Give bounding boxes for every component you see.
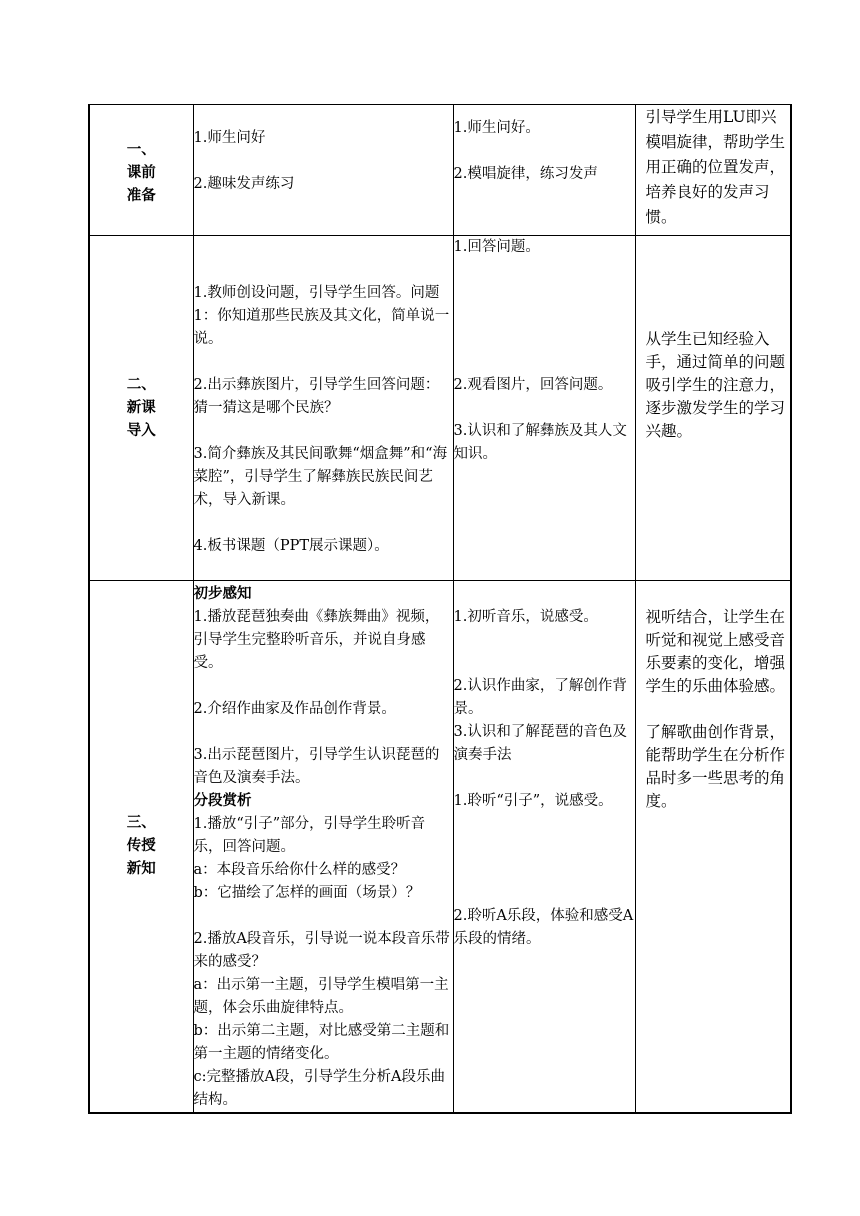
teacher-line: 1.播放“引子”部分，引导学生聆听音乐，回答问题。 — [193, 816, 426, 855]
student-line: 2.认识作曲家，了解创作背景。 — [453, 678, 627, 717]
teacher-line: 2.播放A段音乐，引导说一说本段音乐带来的感受？ — [193, 931, 450, 970]
teacher-line: 2.出示彝族图片，引导学生回答问题：猜一猜这是哪个民族？ — [193, 377, 440, 416]
student-line: 3.认识和了解彝族及其人文知识。 — [453, 423, 627, 462]
stage-cell — [89, 581, 193, 1114]
stage-line: 新课 — [126, 399, 156, 416]
teacher-line: 1.师生问好 — [193, 130, 266, 146]
design-intent-cell — [635, 105, 791, 236]
stage-line: 传授 — [126, 838, 156, 854]
teacher-line — [194, 905, 453, 928]
student-activity-cell — [453, 236, 635, 581]
student-line: 1.回答问题。 — [453, 239, 540, 255]
student-line: 2.观看图片，回答问题。 — [453, 377, 613, 393]
teacher-line — [194, 512, 453, 535]
stage-line: 课前 — [126, 164, 156, 181]
student-line: 3.认识和了解琵琶的音色及演奏手法 — [453, 724, 627, 763]
teacher-line — [194, 150, 453, 173]
intent-line: 从学生已知经验入手，通过简单的问题吸引学生的注意力，逐步激发学生的学习兴趣。 — [645, 330, 786, 440]
student-line — [454, 836, 635, 859]
intent-line: 视听结合，让学生在听觉和视觉上感受音乐要素的变化，增强学生的乐曲体验感。 — [645, 608, 786, 695]
teacher-line: 4.板书课题（PPT展示课题）。 — [193, 538, 389, 554]
teacher-line: 2.趣味发声练习 — [193, 176, 295, 192]
teacher-line — [194, 721, 453, 744]
student-line: 1.初听音乐，说感受。 — [453, 609, 598, 625]
teacher-line: b：它描绘了怎样的画面（场景）？ — [193, 885, 421, 901]
teacher-line — [194, 236, 453, 259]
student-line — [454, 397, 635, 420]
student-line — [454, 882, 635, 905]
teacher-line: 3.出示琵琶图片，引导学生认识琵琶的音色及演奏手法。 — [193, 747, 440, 786]
intent-line — [646, 583, 787, 606]
teacher-line — [194, 259, 453, 282]
row-new-knowledge — [89, 581, 791, 1114]
teacher-line: b：出示第二主题，对比感受第二主题和第一主题的情绪变化。 — [193, 1023, 450, 1062]
student-activity-cell — [453, 105, 635, 236]
student-line — [454, 767, 635, 790]
intent-line — [646, 698, 787, 721]
teacher-line: 3.简介彝族及其民间歌舞“烟盒舞”和“海菜腔”，引导学生了解彝族民族民间艺术，导入新课。 — [193, 446, 448, 508]
teacher-activity-cell — [193, 236, 453, 581]
design-intent-cell — [635, 581, 791, 1114]
intent-line: 引导学生用LU即兴模唱旋律，帮助学生用正确的位置发声，培养良好的发声习惯。 — [645, 108, 786, 226]
teacher-line: 1.教师创设问题，引导学生回答。问题1：你知道那些民族及其文化，简单说一说。 — [193, 285, 450, 347]
student-line — [454, 328, 635, 351]
student-line: 2.聆听A乐段，体验和感受A乐段的情绪。 — [453, 908, 634, 947]
teacher-line — [194, 675, 453, 698]
student-line — [454, 351, 635, 374]
row-preparation — [89, 105, 791, 236]
teacher-line: a：出示第一主题，引导学生模唱第一主题，体会乐曲旋律特点。 — [193, 977, 449, 1016]
student-activity-cell — [453, 581, 635, 1114]
student-line — [454, 140, 635, 163]
section-heading: 初步感知 — [193, 586, 252, 602]
student-line — [454, 282, 635, 305]
design-intent-cell — [635, 236, 791, 581]
lesson-plan-table — [88, 104, 792, 1114]
teacher-line: 2.介绍作曲家及作品创作背景。 — [193, 701, 396, 717]
intent-line — [646, 236, 787, 259]
teacher-line: a：本段音乐给你什么样的感受？ — [193, 862, 406, 878]
row-introduction — [89, 236, 791, 581]
section-heading: 分段赏析 — [193, 793, 252, 809]
student-line — [454, 859, 635, 882]
student-line — [454, 629, 635, 652]
student-line — [454, 583, 635, 606]
teacher-line: c:完整播放A段，引导学生分析A段乐曲结构。 — [193, 1069, 445, 1108]
student-line — [454, 813, 635, 836]
teacher-activity-cell — [193, 581, 453, 1114]
stage-line: 准备 — [126, 187, 156, 204]
student-line — [454, 259, 635, 282]
student-line: 1.聆听“引子”，说感受。 — [453, 793, 613, 809]
stage-line: 一、 — [126, 141, 156, 158]
stage-cell — [89, 105, 193, 236]
intent-line — [646, 282, 787, 305]
teacher-line — [194, 351, 453, 374]
intent-line: 了解歌曲创作背景，能帮助学生在分析作品时多一些思考的角度。 — [645, 723, 786, 810]
student-line: 2.模唱旋律，练习发声 — [453, 166, 598, 182]
stage-line: 导入 — [126, 422, 156, 439]
student-line — [454, 305, 635, 328]
intent-line — [646, 259, 787, 282]
stage-cell — [89, 236, 193, 581]
stage-line: 二、 — [126, 376, 156, 393]
stage-line: 三、 — [126, 815, 156, 831]
student-line: 1.师生问好。 — [453, 120, 540, 136]
stage-line: 新知 — [126, 861, 156, 877]
student-line — [454, 652, 635, 675]
teacher-line — [194, 420, 453, 443]
teacher-line: 1.播放琵琶独奏曲《彝族舞曲》视频，引导学生完整聆听音乐，并说自身感受。 — [193, 609, 440, 671]
teacher-activity-cell — [193, 105, 453, 236]
intent-line — [646, 305, 787, 328]
